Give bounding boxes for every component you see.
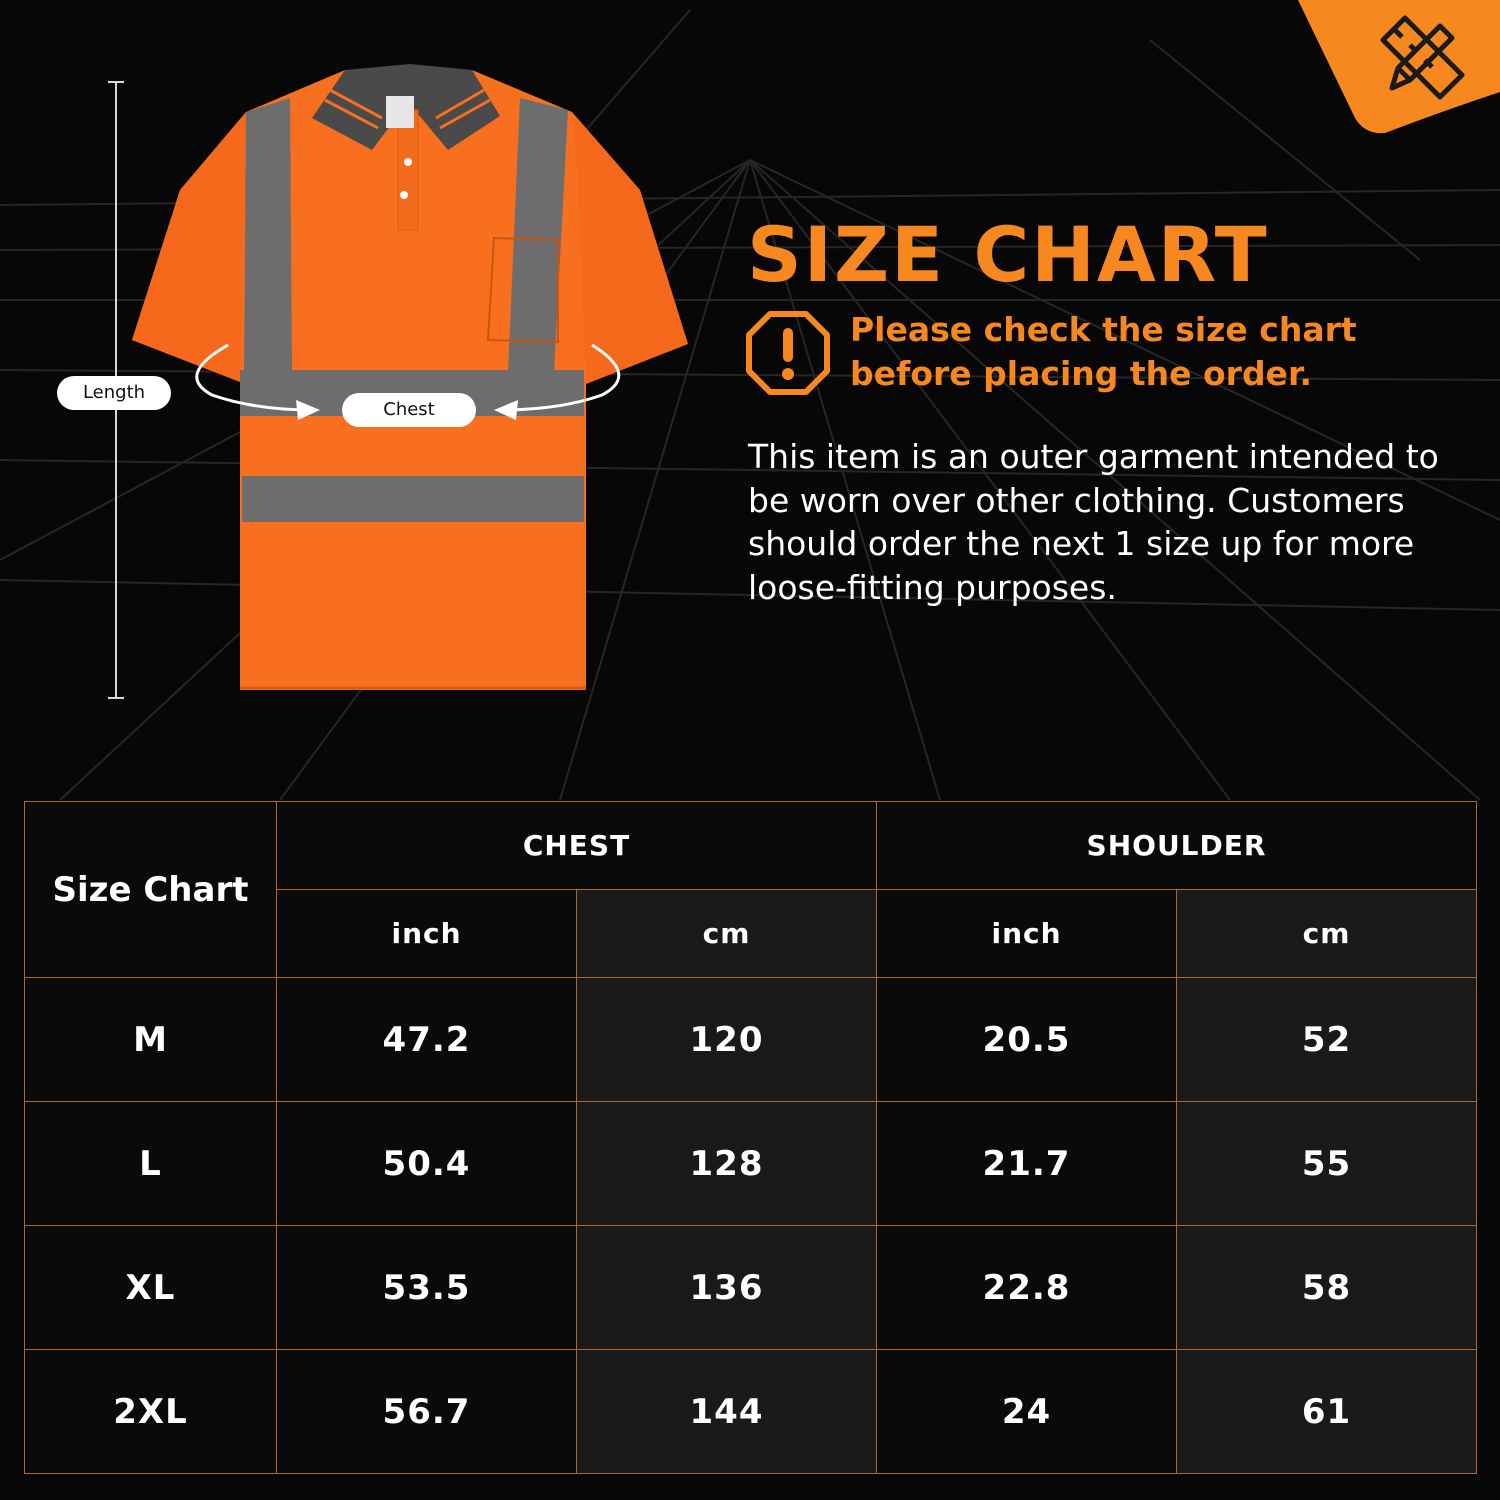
- chest-cm-cell: 136: [577, 1226, 877, 1350]
- chest-inch-cell: 53.5: [277, 1226, 577, 1350]
- shoulder-inch-cell: 21.7: [877, 1102, 1177, 1226]
- chest-label: Chest: [342, 393, 476, 427]
- shoulder-inch-cell: 24: [877, 1350, 1177, 1474]
- shoulder-cm-cell: 58: [1177, 1226, 1477, 1350]
- shoulder-cm-cell: 61: [1177, 1350, 1477, 1474]
- shoulder-cm-cell: 52: [1177, 978, 1477, 1102]
- chest-inch-header: inch: [277, 890, 577, 978]
- shirt-diagram: [0, 0, 720, 740]
- size-cell: XL: [25, 1226, 277, 1350]
- length-label: Length: [57, 376, 171, 410]
- size-cell: L: [25, 1102, 277, 1226]
- warning-text: Please check the size chart before placing the order.: [850, 310, 1357, 393]
- exclamation-octagon-icon: [745, 310, 831, 396]
- chest-inch-cell: 50.4: [277, 1102, 577, 1226]
- size-cell: M: [25, 978, 277, 1102]
- shoulder-inch-header: inch: [877, 890, 1177, 978]
- description-text: This item is an outer garment intended to be worn over other clothing. Customers should order the next 1 size up for more loose-fitting purposes.: [748, 437, 1439, 607]
- chest-inch-cell: 56.7: [277, 1350, 577, 1474]
- chest-cm-header: cm: [577, 890, 877, 978]
- shoulder-inch-cell: 20.5: [877, 978, 1177, 1102]
- shoulder-header: SHOULDER: [877, 802, 1477, 890]
- page-title: SIZE CHART: [747, 210, 1269, 299]
- table-row: [25, 978, 1477, 1102]
- size-table: [24, 801, 1477, 1474]
- chest-header: CHEST: [277, 802, 877, 890]
- chest-cm-cell: 128: [577, 1102, 877, 1226]
- shoulder-cm-header: cm: [1177, 890, 1477, 978]
- shoulder-cm-cell: 55: [1177, 1102, 1477, 1226]
- table-row: [25, 1350, 1477, 1474]
- chest-inch-cell: 47.2: [277, 978, 577, 1102]
- shoulder-inch-cell: 22.8: [877, 1226, 1177, 1350]
- size-chart-header: Size Chart: [25, 802, 277, 978]
- table-row: [25, 1226, 1477, 1350]
- chest-cm-cell: 144: [577, 1350, 877, 1474]
- table-row: [25, 1102, 1477, 1226]
- size-cell: 2XL: [25, 1350, 277, 1474]
- chest-cm-cell: 120: [577, 978, 877, 1102]
- polo-shirt: [132, 64, 688, 690]
